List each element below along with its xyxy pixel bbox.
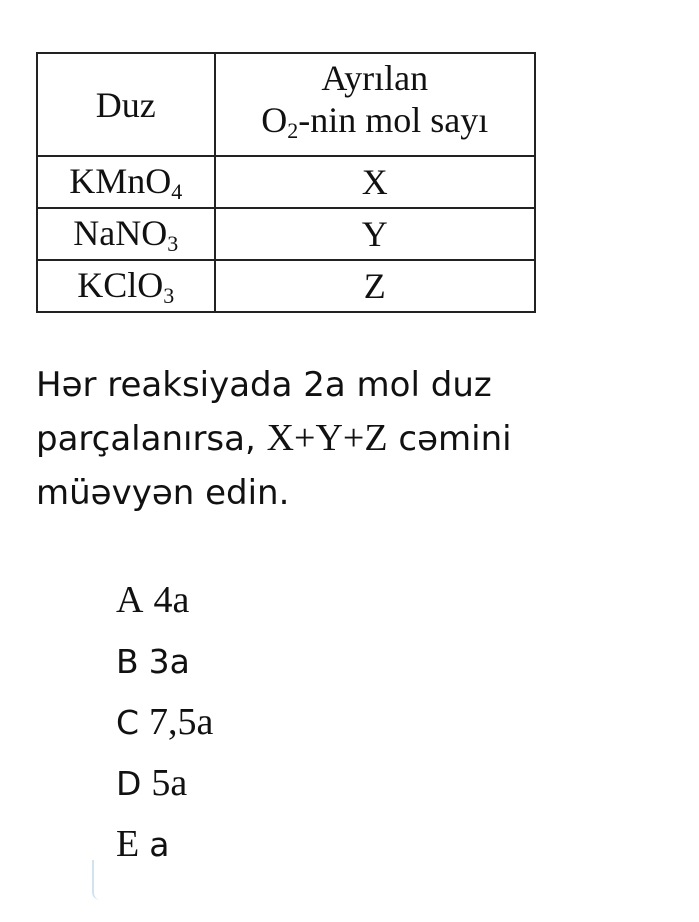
salt-formula: NaNO	[73, 212, 168, 253]
salt-subscript: 4	[171, 178, 183, 204]
header-o2-line1: Ayrılan	[321, 58, 429, 98]
salt-formula: KClO	[77, 264, 164, 305]
header-o2-subscript: 2	[287, 118, 299, 143]
o2-value-cell: X	[215, 156, 535, 208]
option-value: 7,5a	[149, 701, 214, 743]
option-a[interactable]	[116, 570, 213, 631]
header-salt: Duz	[37, 53, 215, 156]
option-letter: C	[116, 703, 140, 742]
header-o2-line2	[216, 99, 534, 152]
question-line-2-formula: X+Y+Z	[266, 417, 388, 459]
table-header-row	[37, 53, 535, 156]
option-b[interactable]	[116, 631, 213, 692]
option-e[interactable]	[116, 814, 213, 875]
salt-cell	[37, 156, 215, 208]
option-letter: D	[116, 764, 142, 803]
header-o2-prefix: O	[261, 100, 288, 140]
option-letter: E	[116, 823, 140, 865]
salt-formula: KMnO	[69, 160, 172, 201]
header-o2-suffix: -nin mol sayı	[298, 100, 489, 140]
option-letter: B	[116, 642, 139, 681]
answer-options	[116, 570, 213, 875]
table-row	[37, 260, 535, 312]
option-c[interactable]	[116, 692, 213, 753]
question-line-2-end: cəmini	[387, 419, 512, 459]
salt-subscript: 3	[167, 230, 179, 256]
header-o2-moles	[215, 53, 535, 156]
question-line-1: Hər reaksiyada 2a mol duz	[36, 365, 492, 405]
question-line-3: müəvyən edin.	[36, 473, 290, 513]
salt-cell	[37, 260, 215, 312]
option-letter: A	[116, 579, 144, 621]
faint-pen-mark	[92, 860, 102, 900]
salt-oxygen-table	[36, 52, 536, 313]
salt-cell	[37, 208, 215, 260]
question-line-2-start: parçalanırsa,	[36, 419, 267, 459]
question-text	[36, 358, 676, 520]
option-value: a	[149, 825, 170, 864]
o2-value-cell: Y	[215, 208, 535, 260]
option-value: 4a	[153, 579, 190, 621]
o2-value-cell: Z	[215, 260, 535, 312]
table-row	[37, 208, 535, 260]
option-value: 5a	[151, 762, 188, 804]
option-d[interactable]	[116, 753, 213, 814]
table-row	[37, 156, 535, 208]
salt-subscript: 3	[163, 282, 175, 308]
option-value: 3a	[148, 642, 190, 681]
